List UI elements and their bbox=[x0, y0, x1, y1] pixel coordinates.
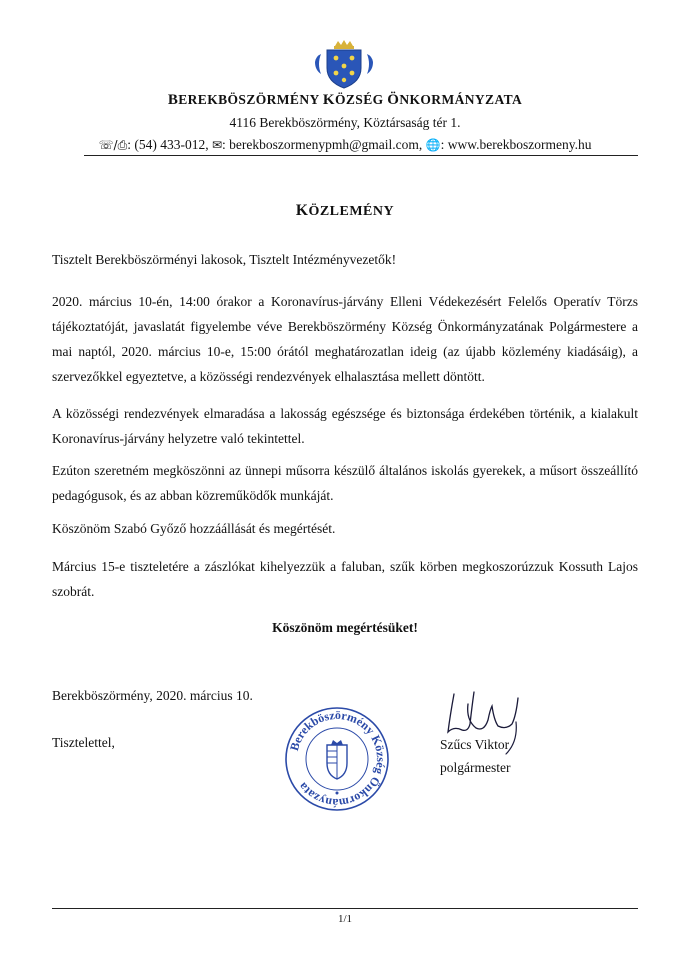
regards: Tisztelettel, bbox=[52, 735, 115, 750]
contact-line bbox=[0, 137, 690, 153]
signer-title: polgármester bbox=[440, 760, 511, 775]
paragraph-acknowledgement: Köszönöm Szabó Győző hozzáállását és megértését. bbox=[52, 521, 336, 536]
paragraph-march-15: Március 15-e tiszteletére a zászlókat kihelyezzük a faluban, szűk körben megkoszorúzzuk Kossuth Lajos szobrát. bbox=[52, 559, 638, 599]
paragraph-announcement: 2020. március 10-én, 14:00 órakor a Koronavírus-járvány Elleni Védekezésért Felelős Operatív Törzs tájékoztatóját, javaslatát figyelembe véve Berekböszörmény Község Önkormányzatának Polgármestere a mai naptól, 2020. március 10-e, 15:00 órától meghatározatlan ideig (az újabb közlemény kiadásáig), a szervezőkkel egyeztetve, a közösségi rendezvények elhalasztása mellett döntött. bbox=[52, 294, 638, 384]
paragraph-thanks: Ezúton szeretném megköszönni az ünnepi műsorra készülő általános iskolás gyerekek, a műsort összeállító pedagógusok, és az abban közreműködők munkáját. bbox=[52, 463, 638, 503]
paragraph-reason: A közösségi rendezvények elmaradása a lakosság egészsége és biztonsága érdekében történik, a kialakult Koronavírus-járvány helyzetre való tekintettel. bbox=[52, 406, 638, 446]
phone-text: : (54) 433-012, bbox=[127, 137, 212, 152]
email-text: : berekboszormenypmh@gmail.com, bbox=[222, 137, 426, 152]
document-title: KÖZLEMÉNY bbox=[295, 202, 395, 219]
organization-name: BEREKBÖSZÖRMÉNY KÖZSÉG ÖNKORMÁNYZATA bbox=[167, 92, 523, 108]
svg-text:Berekböszörmény Község Önkormá: Berekböszörmény Község Önkormányzata bbox=[286, 707, 389, 811]
place-date: Berekböszörmény, 2020. március 10. bbox=[52, 688, 253, 703]
email-icon: ✉ bbox=[211, 138, 223, 152]
web-text: : www.berekboszormeny.hu bbox=[440, 137, 592, 152]
header-divider bbox=[84, 155, 638, 156]
salutation: Tisztelt Berekböszörményi lakosok, Tisztelt Intézményvezetők! bbox=[52, 252, 397, 267]
official-stamp bbox=[283, 705, 391, 813]
organization-address: 4116 Berekböszörmény, Köztársaság tér 1. bbox=[229, 115, 461, 130]
footer-divider bbox=[52, 908, 638, 909]
closing-line: Köszönöm megértésüket! bbox=[272, 620, 418, 635]
web-icon: 🌐 bbox=[425, 138, 441, 152]
page-number: 1/1 bbox=[337, 913, 353, 925]
signer-name: Szűcs Viktor bbox=[440, 737, 510, 752]
phone-fax-icon: ☏/⎙ bbox=[98, 138, 128, 152]
coat-of-arms-icon bbox=[313, 40, 375, 90]
